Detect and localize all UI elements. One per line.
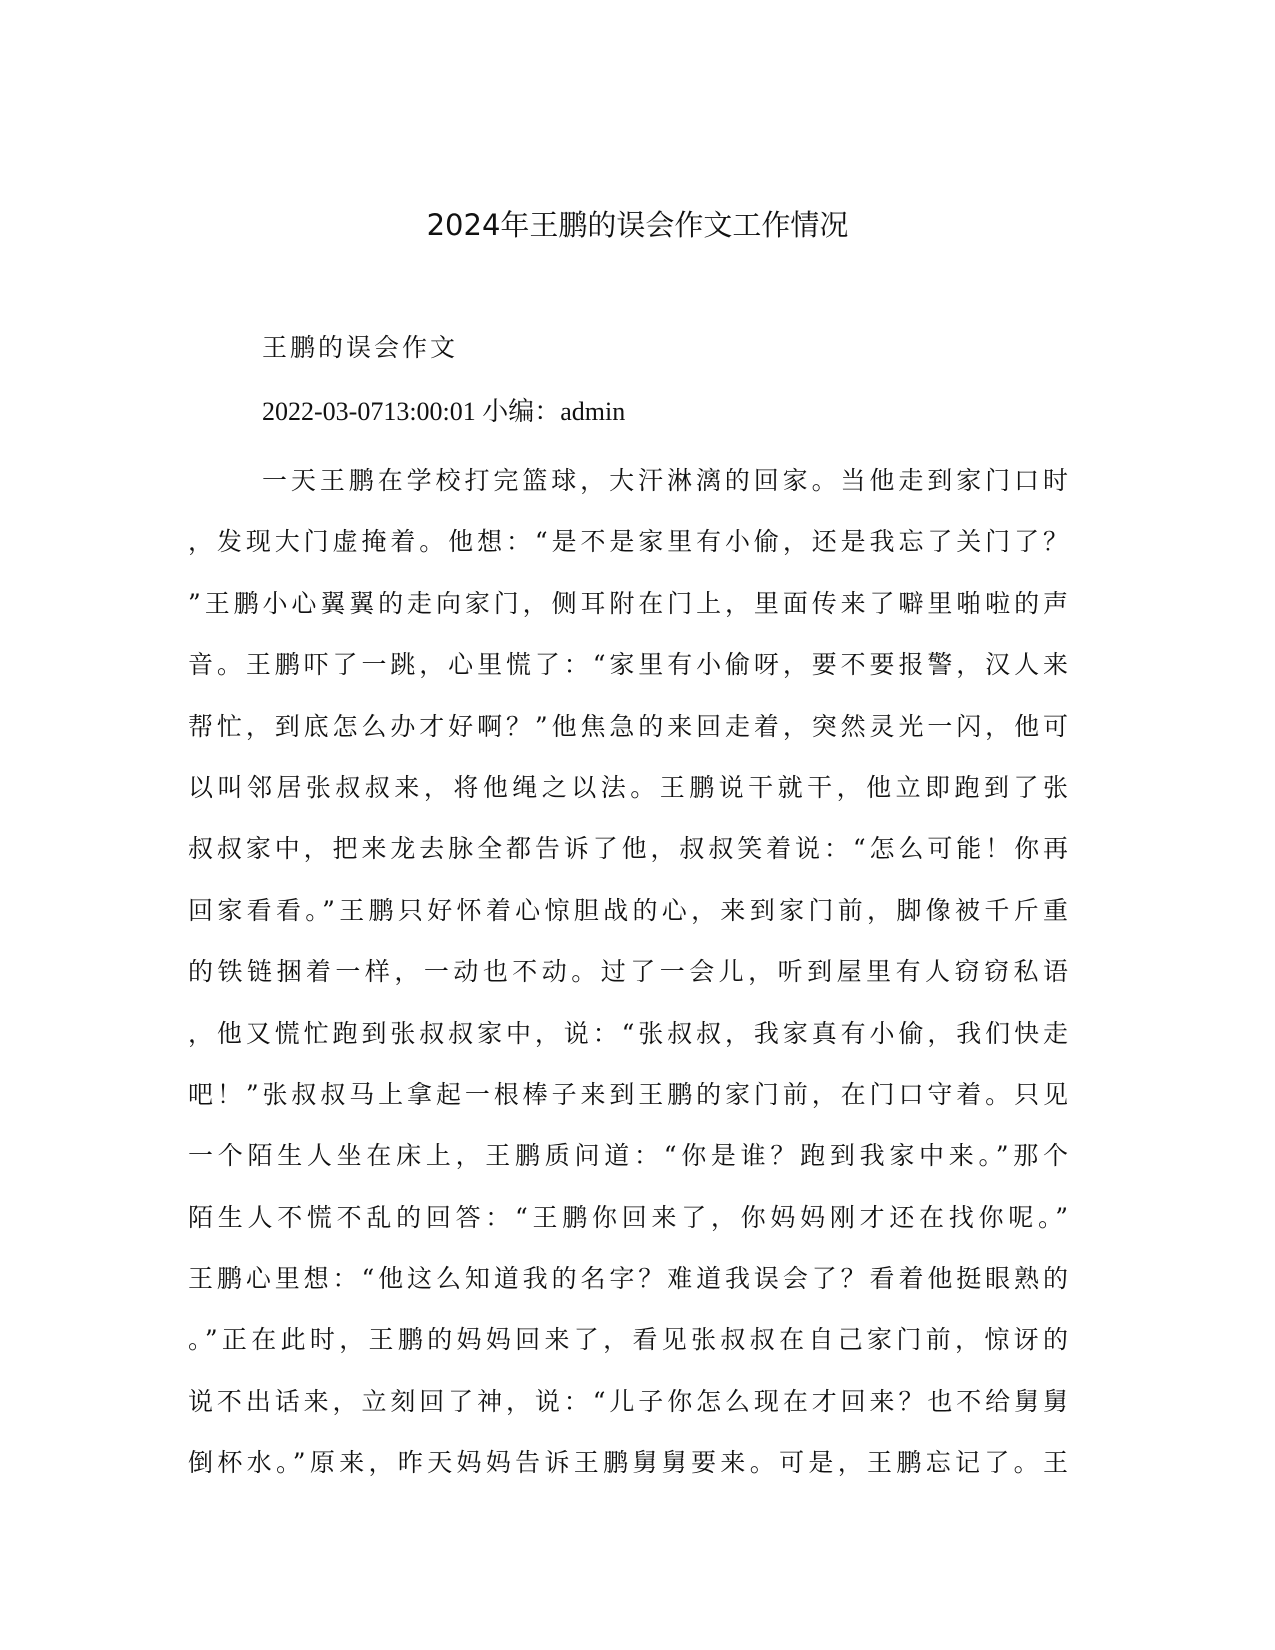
body-line: 叔叔家中，把来龙去脉全都告诉了他，叔叔笑着说：“怎么可能！你再 [188,834,1068,864]
body-line: 音。王鹏吓了一跳，心里慌了：“家里有小偷呀，要不要报警，汉人来 [188,650,1068,680]
body-line: 一个陌生人坐在床上，王鹏质问道：“你是谁？跑到我家中来。”那个 [188,1141,1068,1171]
body-line: 吧！”张叔叔马上拿起一根棒子来到王鹏的家门前，在门口守着。只见 [188,1079,1068,1109]
body-line: 一天王鹏在学校打完篮球，大汗淋漓的回家。当他走到家门口时 [262,466,1068,495]
article-subtitle: 王鹏的误会作文 [262,333,459,362]
body-line: 倒杯水。”原来，昨天妈妈告诉王鹏舅舅要来。可是，王鹏忘记了。王 [188,1448,1068,1478]
body-line: 以叫邻居张叔叔来，将他绳之以法。王鹏说干就干，他立即跑到了张 [188,772,1068,802]
body-line: 帮忙，到底怎么办才好啊？”他焦急的来回走着，突然灵光一闪，他可 [188,711,1068,741]
article-body [188,450,1068,1494]
body-line: 王鹏心里想：“他这么知道我的名字？难道我误会了？看着他挺眼熟的 [188,1264,1068,1294]
body-line: ，他又慌忙跑到张叔叔家中，说：“张叔叔，我家真有小偷，我们快走 [188,1018,1068,1048]
document-title: 2024年王鹏的误会作文工作情况 [426,208,849,242]
body-line: ”王鹏小心翼翼的走向家门，侧耳附在门上，里面传来了噼里啪啦的声 [188,588,1068,618]
body-line: 陌生人不慌不乱的回答：“王鹏你回来了，你妈妈刚才还在找你呢。” [188,1202,1068,1232]
body-line: ，发现大门虚掩着。他想：“是不是家里有小偷，还是我忘了关门了？ [188,527,1068,557]
body-line: 。”正在此时，王鹏的妈妈回来了，看见张叔叔在自己家门前，惊讶的 [188,1325,1068,1355]
article-meta: 2022-03-0713:00:01 小编：admin [262,397,626,426]
body-line: 回家看看。”王鹏只好怀着心惊胆战的心，来到家门前，脚像被千斤重 [188,895,1068,925]
body-line: 说不出话来，立刻回了神，说：“儿子你怎么现在才回来？也不给舅舅 [188,1386,1068,1416]
body-line: 的铁链捆着一样，一动也不动。过了一会儿，听到屋里有人窃窃私语 [188,957,1068,987]
